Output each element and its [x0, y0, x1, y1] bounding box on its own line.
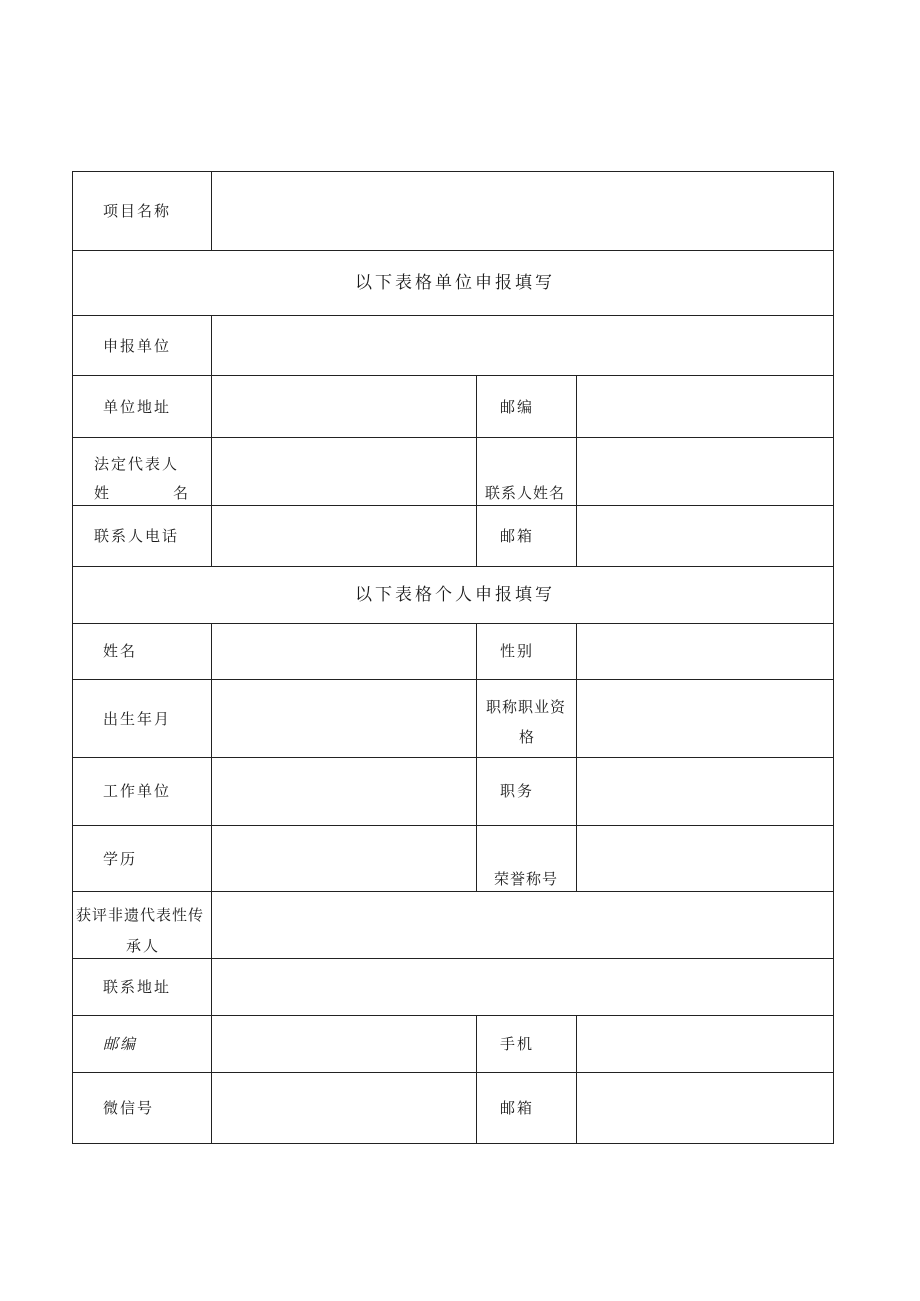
unit-email-label: 邮箱	[500, 527, 535, 545]
honor-input[interactable]	[577, 826, 833, 891]
title-input[interactable]	[577, 680, 833, 757]
contact-name-input[interactable]	[577, 438, 833, 505]
personal-email-input[interactable]	[577, 1073, 833, 1143]
unit-postcode-label-cell	[476, 375, 577, 438]
project-name-value-cell[interactable]	[211, 171, 834, 251]
inheritor-value-cell[interactable]	[211, 891, 834, 959]
personal-postcode-value-cell[interactable]	[211, 1015, 477, 1073]
mobile-label-cell	[476, 1015, 577, 1073]
legal-rep-input[interactable]	[212, 438, 476, 505]
personal-postcode-label-cell	[72, 1015, 212, 1073]
legal-rep-label-line2a: 姓	[94, 484, 112, 502]
personal-section-heading: 以下表格个人申报填写	[355, 585, 555, 605]
applicant-unit-label: 申报单位	[103, 337, 172, 355]
name-label: 姓名	[103, 642, 138, 660]
wechat-label: 微信号	[103, 1099, 155, 1117]
title-value-cell[interactable]	[576, 679, 834, 758]
mobile-input[interactable]	[577, 1016, 833, 1072]
legal-rep-value-cell[interactable]	[211, 437, 477, 506]
workplace-label-cell	[72, 757, 212, 826]
legal-rep-label-cell	[72, 437, 212, 506]
contact-phone-label-cell	[72, 505, 212, 567]
unit-email-input[interactable]	[577, 506, 833, 566]
contact-name-label: 联系人姓名	[485, 484, 566, 502]
contact-phone-value-cell[interactable]	[211, 505, 477, 567]
wechat-value-cell[interactable]	[211, 1072, 477, 1144]
workplace-value-cell[interactable]	[211, 757, 477, 826]
gender-input[interactable]	[577, 624, 833, 679]
wechat-input[interactable]	[212, 1073, 476, 1143]
workplace-label: 工作单位	[103, 782, 172, 800]
title-label-cell	[476, 679, 577, 758]
personal-section-header	[72, 566, 834, 624]
unit-postcode-value-cell[interactable]	[576, 375, 834, 438]
contact-phone-label: 联系人电话	[94, 527, 180, 545]
name-input[interactable]	[212, 624, 476, 679]
personal-email-value-cell[interactable]	[576, 1072, 834, 1144]
position-value-cell[interactable]	[576, 757, 834, 826]
birth-label: 出生年月	[103, 710, 172, 728]
honor-value-cell[interactable]	[576, 825, 834, 892]
unit-section-header	[72, 250, 834, 316]
contact-phone-input[interactable]	[212, 506, 476, 566]
unit-email-label-cell	[476, 505, 577, 567]
unit-address-value-cell[interactable]	[211, 375, 477, 438]
name-label-cell	[72, 623, 212, 680]
contact-address-label-cell	[72, 958, 212, 1016]
honor-label: 荣誉称号	[494, 870, 559, 888]
legal-rep-label-line1: 法定代表人	[94, 455, 180, 473]
personal-email-label: 邮箱	[500, 1099, 535, 1117]
name-value-cell[interactable]	[211, 623, 477, 680]
contact-address-label: 联系地址	[103, 978, 172, 996]
birth-input[interactable]	[212, 680, 476, 757]
wechat-label-cell	[72, 1072, 212, 1144]
inheritor-input[interactable]	[212, 892, 833, 958]
position-label: 职务	[500, 782, 535, 800]
education-value-cell[interactable]	[211, 825, 477, 892]
education-label-cell	[72, 825, 212, 892]
honor-label-cell	[476, 825, 577, 892]
application-form	[72, 171, 834, 1144]
position-input[interactable]	[577, 758, 833, 825]
inheritor-label-cell	[72, 891, 212, 959]
personal-email-label-cell	[476, 1072, 577, 1144]
gender-label-cell	[476, 623, 577, 680]
workplace-input[interactable]	[212, 758, 476, 825]
applicant-unit-value-cell[interactable]	[211, 315, 834, 376]
unit-address-label-cell	[72, 375, 212, 438]
gender-value-cell[interactable]	[576, 623, 834, 680]
legal-rep-label-line2b: 名	[173, 484, 191, 502]
birth-value-cell[interactable]	[211, 679, 477, 758]
applicant-unit-label-cell	[72, 315, 212, 376]
mobile-value-cell[interactable]	[576, 1015, 834, 1073]
title-label-line2: 格	[519, 728, 537, 746]
title-label-line1: 职称职业资	[486, 698, 567, 716]
unit-address-input[interactable]	[212, 376, 476, 437]
birth-label-cell	[72, 679, 212, 758]
contact-name-value-cell[interactable]	[576, 437, 834, 506]
project-name-label: 项目名称	[103, 202, 172, 220]
education-label: 学历	[103, 850, 138, 868]
education-input[interactable]	[212, 826, 476, 891]
personal-postcode-label: 邮编	[103, 1035, 138, 1053]
inheritor-label-line1: 获评非遗代表性传	[76, 906, 205, 924]
contact-address-input[interactable]	[212, 959, 833, 1015]
unit-section-heading: 以下表格单位申报填写	[355, 273, 555, 293]
contact-name-label-cell	[476, 437, 577, 506]
mobile-label: 手机	[500, 1035, 535, 1053]
personal-postcode-input[interactable]	[212, 1016, 476, 1072]
unit-postcode-input[interactable]	[577, 376, 833, 437]
contact-address-value-cell[interactable]	[211, 958, 834, 1016]
project-name-label-cell	[72, 171, 212, 251]
inheritor-label-line2: 承人	[126, 937, 161, 955]
unit-address-label: 单位地址	[103, 398, 172, 416]
unit-postcode-label: 邮编	[500, 398, 535, 416]
applicant-unit-input[interactable]	[212, 316, 833, 375]
gender-label: 性别	[500, 642, 535, 660]
project-name-input[interactable]	[212, 172, 833, 250]
unit-email-value-cell[interactable]	[576, 505, 834, 567]
position-label-cell	[476, 757, 577, 826]
